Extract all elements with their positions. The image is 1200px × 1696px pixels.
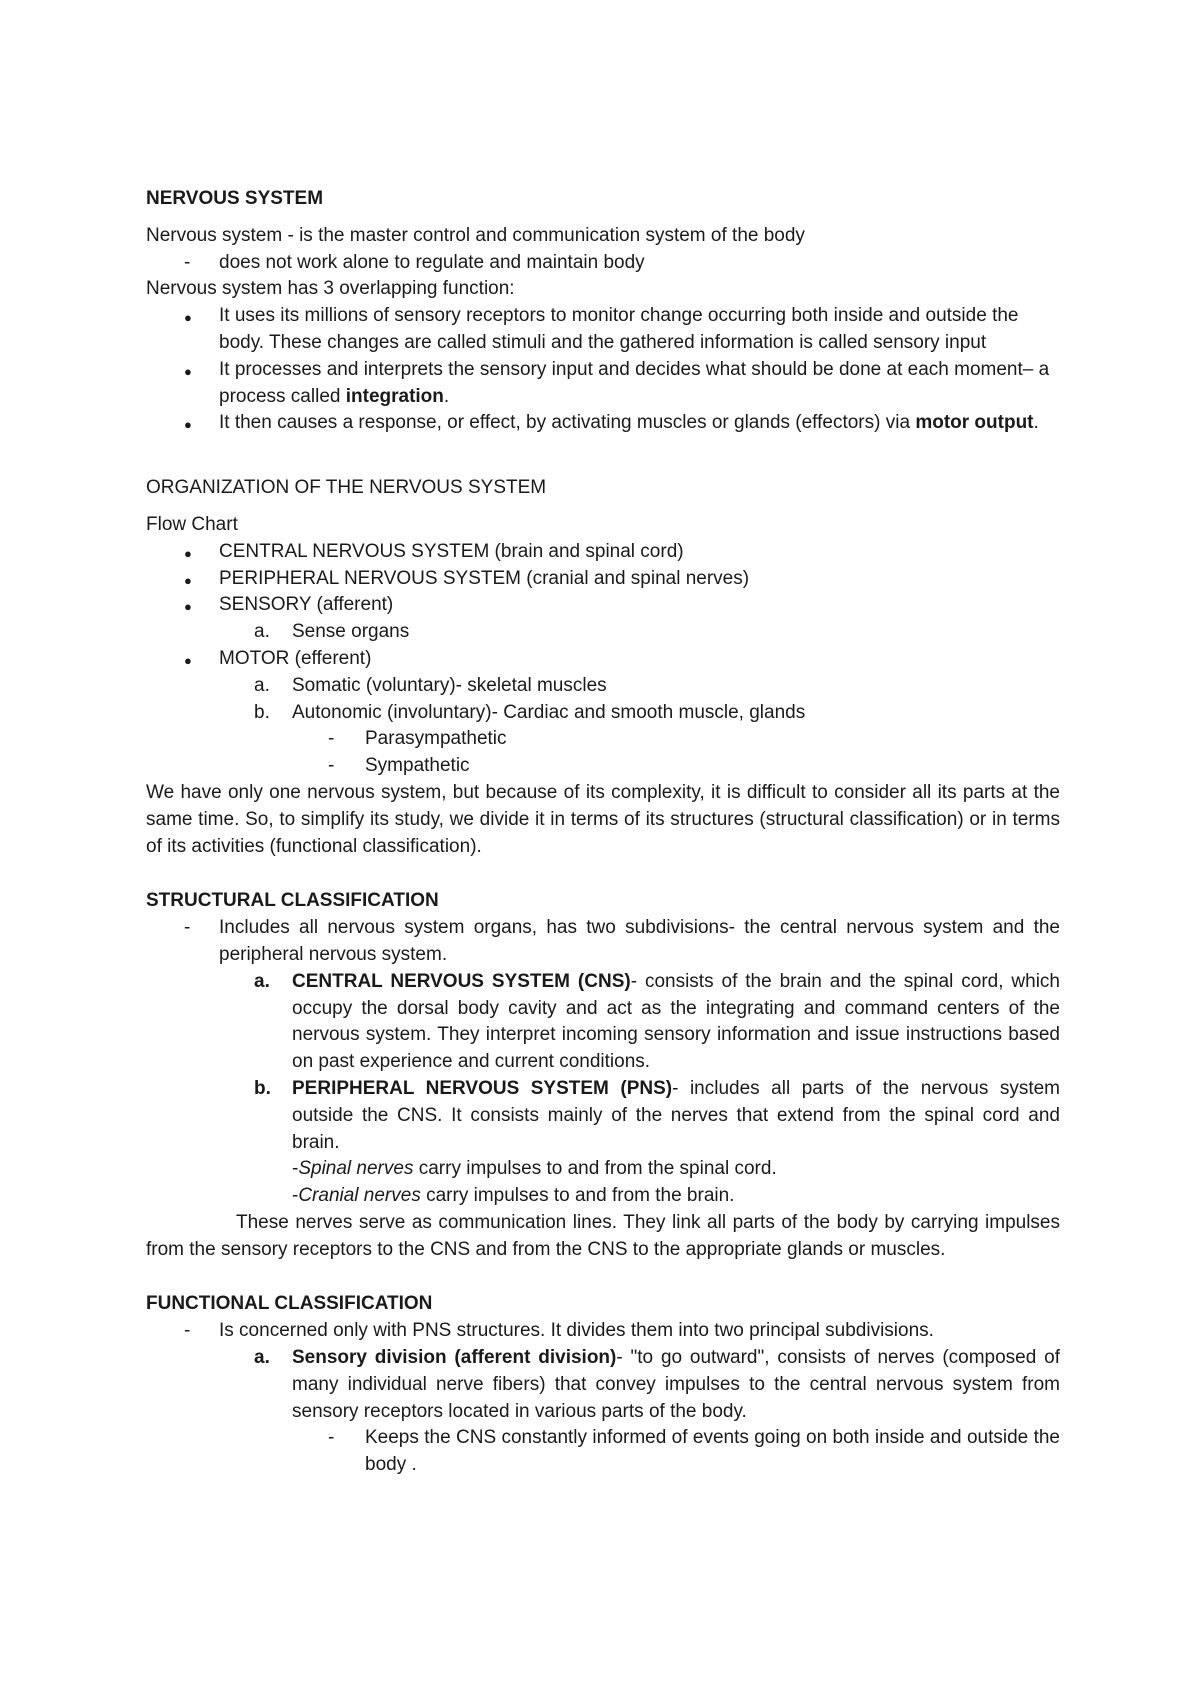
organization-paragraph: We have only one nervous system, but because of its complexity, it is difficult to consider all its parts at the same time. So, to simplify its study, we divide it in terms of its structures (structural classification) or in terms of its activities (functional classification). — [146, 781, 1060, 857]
letter-marker: a. — [254, 621, 270, 643]
bullet-item — [146, 539, 1060, 566]
structural-paragraph: These nerves serve as communication lines. They link all parts of the body by carrying impulses from the sensory receptors to the CNS and from the CNS to the appropriate glands or muscles. — [146, 1211, 1060, 1260]
bullet-text: It then causes a response, or effect, by activating muscles or glands (effectors) via motor output. — [219, 412, 1039, 434]
functions-intro: Nervous system has 3 overlapping function: — [146, 278, 515, 300]
section-title-nervous-system: NERVOUS SYSTEM — [146, 188, 324, 209]
sub-item-text: Sensory division (afferent division)- "to go outward", consists of nerves (composed of many individual nerve fibers) that convey impulses to the central nervous system from sensory receptors located in various parts of the body. — [292, 1347, 1060, 1422]
letter-marker: b. — [254, 1077, 271, 1099]
section-title-organization: ORGANIZATION OF THE NERVOUS SYSTEM — [146, 477, 547, 499]
bullet-icon: ● — [184, 417, 192, 433]
bullet-text: SENSORY (afferent) — [219, 594, 394, 616]
bullet-text: PERIPHERAL NERVOUS SYSTEM (cranial and spinal nerves) — [219, 567, 750, 589]
bold-term: PERIPHERAL NERVOUS SYSTEM (PNS) — [292, 1077, 673, 1099]
italic-term: Spinal nerves — [298, 1158, 414, 1180]
letter-marker: a. — [254, 970, 270, 992]
sub-item-text: PERIPHERAL NERVOUS SYSTEM (PNS)- includes all parts of the nervous system outside the CNS. It consists mainly of the nerves that extend from the spinal cord and brain. — [292, 1077, 1061, 1153]
bullet-item — [146, 410, 1060, 437]
sub-item-text: Autonomic (involuntary)- Cardiac and smooth muscle, glands — [292, 701, 806, 723]
dash-marker: - — [184, 917, 191, 939]
bullet-icon: ● — [184, 310, 192, 326]
dash-item — [146, 726, 1060, 753]
sub-item-text: CENTRAL NERVOUS SYSTEM (CNS)- consists of the brain and the spinal cord, which occupy the dorsal body cavity and act as the integrating and command centers of the nervous system. They interpret incoming sensory information and issue instructions based on past experience and current conditions. — [292, 970, 1060, 1073]
sub-item-text: Somatic (voluntary)- skeletal muscles — [292, 674, 607, 696]
bullet-icon: ● — [184, 599, 192, 615]
bold-term: CENTRAL NERVOUS SYSTEM (CNS) — [292, 970, 631, 992]
bullet-text: CENTRAL NERVOUS SYSTEM (brain and spinal cord) — [219, 540, 684, 562]
dash-item-text: Is concerned only with PNS structures. It divides them into two principal subdivisions. — [219, 1320, 934, 1342]
bullet-item — [146, 566, 1060, 593]
spinal-nerves-line: -Spinal nerves carry impulses to and from the spinal cord. — [292, 1158, 777, 1180]
bullet-item — [146, 646, 1060, 673]
sub-item-cns — [146, 969, 1060, 1076]
bullet-item — [146, 592, 1060, 619]
bullet-icon: ● — [184, 652, 192, 668]
letter-marker: a. — [254, 1347, 270, 1369]
dash-marker: - — [328, 728, 335, 750]
dash-item — [146, 250, 1060, 277]
bold-term: Sensory division (afferent division) — [292, 1347, 617, 1369]
bold-term: motor output — [915, 412, 1034, 434]
letter-marker: a. — [254, 674, 270, 696]
dash-item-text: Sympathetic — [365, 755, 470, 777]
bold-term: integration — [345, 385, 444, 407]
bullet-item — [146, 303, 1060, 357]
dash-item-text: Parasympathetic — [365, 728, 507, 750]
dash-item-text: does not work alone to regulate and maintain body — [219, 251, 645, 273]
dash-item — [146, 753, 1060, 780]
bullet-icon: ● — [184, 572, 192, 588]
dash-item — [146, 1425, 1060, 1479]
bullet-icon: ● — [184, 545, 192, 561]
document-page — [146, 186, 1060, 1479]
bullet-icon: ● — [184, 363, 192, 379]
flow-chart-label: Flow Chart — [146, 513, 238, 535]
dash-marker: - — [184, 251, 191, 273]
bullet-text: It processes and interprets the sensory input and decides what should be done at each moment– a process called integration. — [219, 358, 1050, 407]
bullet-text: MOTOR (efferent) — [219, 647, 372, 669]
dash-marker: - — [328, 755, 335, 777]
sub-item-text: Sense organs — [292, 621, 410, 643]
italic-term: Cranial nerves — [298, 1185, 421, 1207]
sub-item-pns — [146, 1076, 1060, 1156]
sub-item — [146, 619, 1060, 646]
sub-item — [146, 673, 1060, 700]
section-title-structural: STRUCTURAL CLASSIFICATION — [146, 890, 439, 912]
dash-marker: - — [184, 1320, 191, 1342]
bullet-text: It uses its millions of sensory receptors to monitor change occurring both inside and outside the body. These changes are called stimuli and the gathered information is called sensory input — [219, 305, 1019, 353]
bullet-item — [146, 357, 1060, 411]
section-title-functional: FUNCTIONAL CLASSIFICATION — [146, 1293, 433, 1315]
sub-item-sensory — [146, 1345, 1060, 1425]
dash-item-text: Keeps the CNS constantly informed of events going on both inside and outside the body . — [365, 1427, 1060, 1476]
dash-item — [146, 1318, 1060, 1345]
definition-text: Nervous system - is the master control and communication system of the body — [146, 224, 805, 246]
dash-item-text: Includes all nervous system organs, has two subdivisions- the central nervous system and the peripheral nervous system. — [219, 917, 1060, 965]
cranial-nerves-line: -Cranial nerves carry impulses to and from the brain. — [292, 1185, 735, 1207]
sub-item — [146, 700, 1060, 727]
dash-item — [146, 915, 1060, 969]
letter-marker: b. — [254, 701, 270, 723]
dash-marker: - — [328, 1427, 335, 1449]
